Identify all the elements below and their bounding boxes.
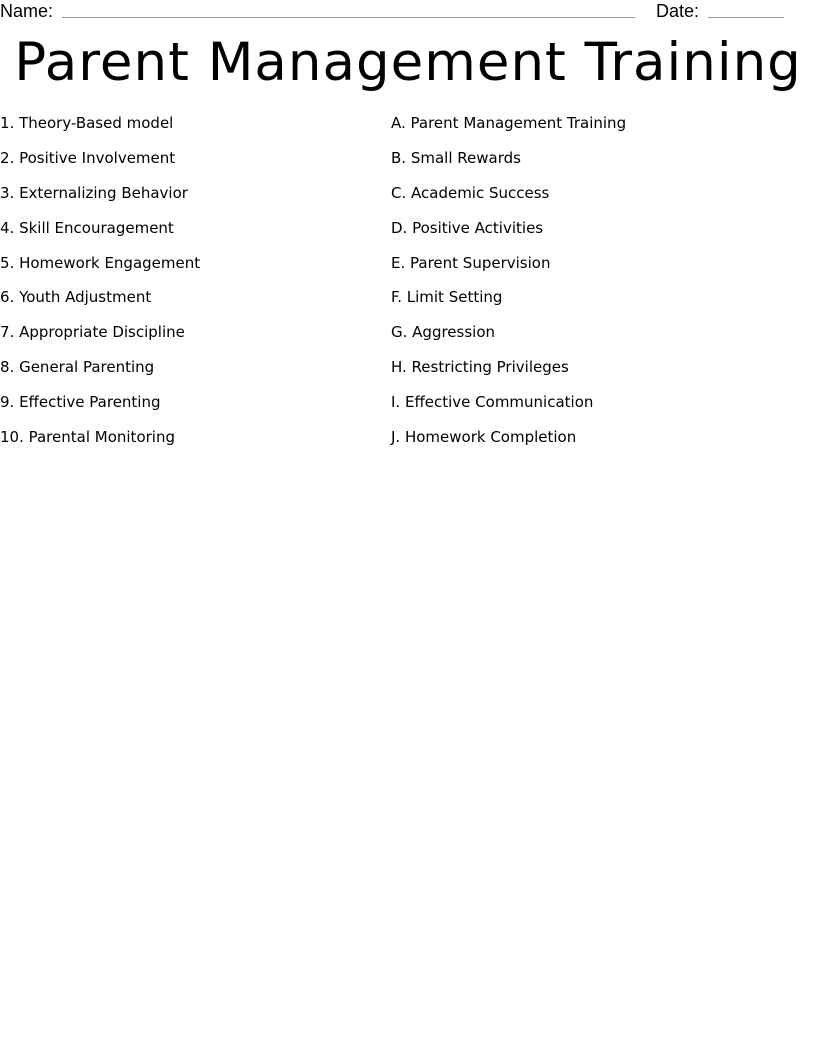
match-item: B. Small Rewards [391, 148, 521, 167]
date-blank-line[interactable] [708, 17, 784, 18]
match-item: E. Parent Supervision [391, 253, 551, 272]
match-item: F. Limit Setting [391, 288, 503, 307]
match-item: G. Aggression [391, 323, 496, 342]
match-item: I. Effective Communication [391, 393, 594, 412]
page-title: Parent Management Training [14, 32, 802, 93]
name-label: Name: [0, 1, 54, 21]
match-item: H. Restricting Privileges [391, 358, 569, 377]
match-item: J. Homework Completion [391, 428, 577, 447]
term-item: 1. Theory-Based model [0, 114, 174, 132]
terms-column [0, 112, 380, 461]
term-item: 5. Homework Engagement [0, 253, 201, 272]
matches-column [391, 112, 811, 461]
term-item: 7. Appropriate Discipline [0, 323, 185, 342]
date-label: Date: [656, 1, 700, 21]
name-blank-line[interactable] [62, 17, 635, 18]
term-item: 3. Externalizing Behavior [0, 183, 188, 202]
term-item: 10. Parental Monitoring [0, 428, 175, 447]
term-item: 2. Positive Involvement [0, 148, 176, 167]
match-item: A. Parent Management Training [391, 114, 627, 132]
worksheet-header [0, 0, 816, 24]
match-item: D. Positive Activities [391, 218, 544, 237]
match-item: C. Academic Success [391, 183, 550, 202]
term-item: 9. Effective Parenting [0, 393, 161, 412]
term-item: 4. Skill Encouragement [0, 218, 174, 237]
term-item: 6. Youth Adjustment [0, 288, 152, 307]
term-item: 8. General Parenting [0, 358, 155, 377]
